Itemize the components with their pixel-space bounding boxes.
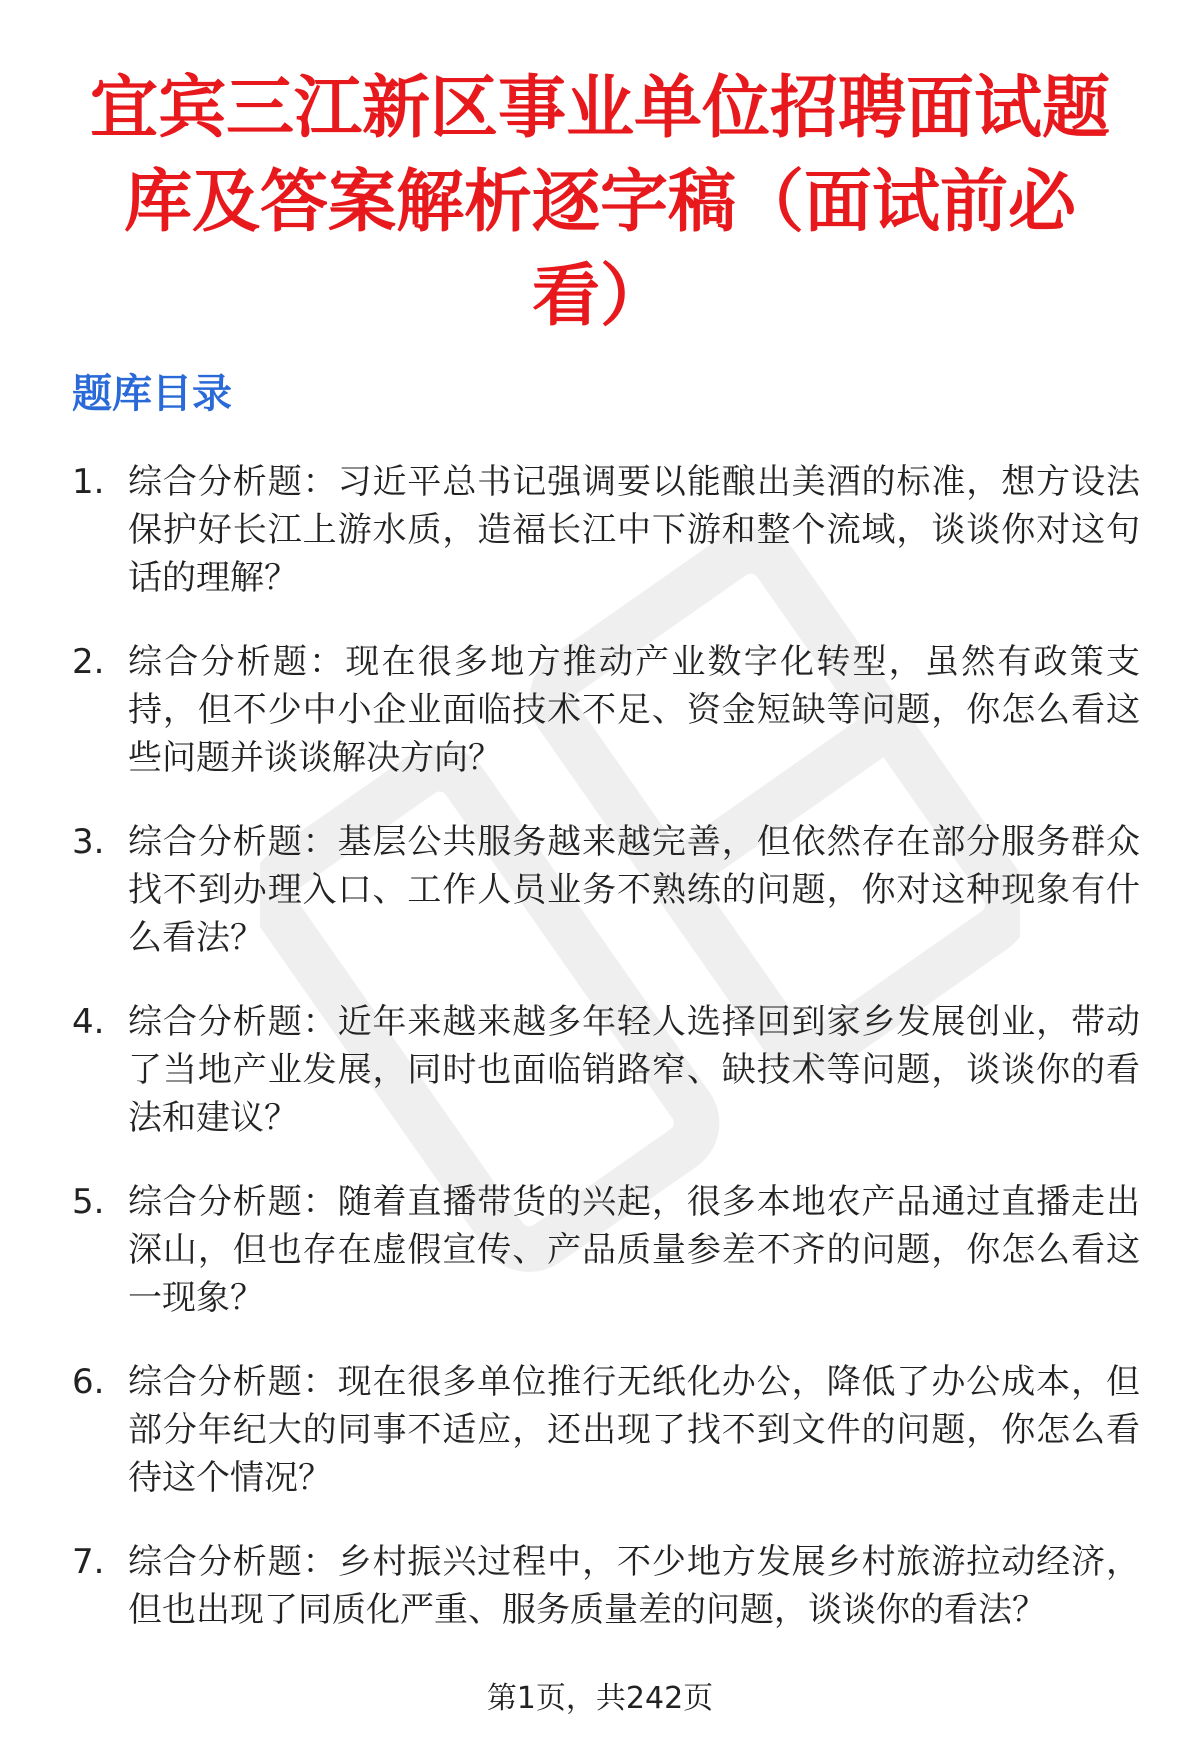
question-text: 综合分析题：基层公共服务越来越完善，但依然存在部分服务群众找不到办理入口、工作人员业务不熟练的问题，你对这种现象有什么看法？ xyxy=(128,822,1140,958)
question-text: 综合分析题：现在很多单位推行无纸化办公，降低了办公成本，但部分年纪大的同事不适应，还出现了找不到文件的问题，你怎么看待这个情况？ xyxy=(128,1362,1140,1498)
question-item xyxy=(72,1358,1140,1502)
question-text: 综合分析题：乡村振兴过程中，不少地方发展乡村旅游拉动经济，但也出现了同质化严重、服务质量差的问题，谈谈你的看法？ xyxy=(128,1542,1140,1630)
question-item xyxy=(72,998,1140,1142)
question-text: 综合分析题：随着直播带货的兴起，很多本地农产品通过直播走出深山，但也存在虚假宣传、产品质量参差不齐的问题，你怎么看这一现象？ xyxy=(128,1182,1140,1318)
toc-heading: 题库目录 xyxy=(72,371,232,417)
question-item xyxy=(72,1538,1140,1634)
question-list xyxy=(72,458,1140,1670)
page-footer: 第1页，共242页 xyxy=(486,1681,714,1716)
question-number: 2. xyxy=(72,642,105,682)
question-number: 4. xyxy=(72,1002,105,1042)
question-number: 3. xyxy=(72,822,105,862)
question-item xyxy=(72,638,1140,782)
question-number: 6. xyxy=(72,1362,105,1402)
question-number: 5. xyxy=(72,1182,105,1222)
question-number: 7. xyxy=(72,1542,105,1582)
document-title: 宜宾三江新区事业单位招聘面试题库及答案解析逐字稿（面试前必看） xyxy=(89,69,1110,336)
question-item xyxy=(72,1178,1140,1322)
question-number: 1. xyxy=(72,462,105,502)
question-item xyxy=(72,458,1140,602)
question-text: 综合分析题：近年来越来越多年轻人选择回到家乡发展创业，带动了当地产业发展，同时也面临销路窄、缺技术等问题，谈谈你的看法和建议？ xyxy=(128,1002,1140,1138)
question-text: 综合分析题：现在很多地方推动产业数字化转型，虽然有政策支持，但不少中小企业面临技术不足、资金短缺等问题，你怎么看这些问题并谈谈解决方向？ xyxy=(128,642,1140,778)
question-item xyxy=(72,818,1140,962)
question-text: 综合分析题：习近平总书记强调要以能酿出美酒的标准，想方设法保护好长江上游水质，造福长江中下游和整个流域，谈谈你对这句话的理解？ xyxy=(128,462,1140,598)
